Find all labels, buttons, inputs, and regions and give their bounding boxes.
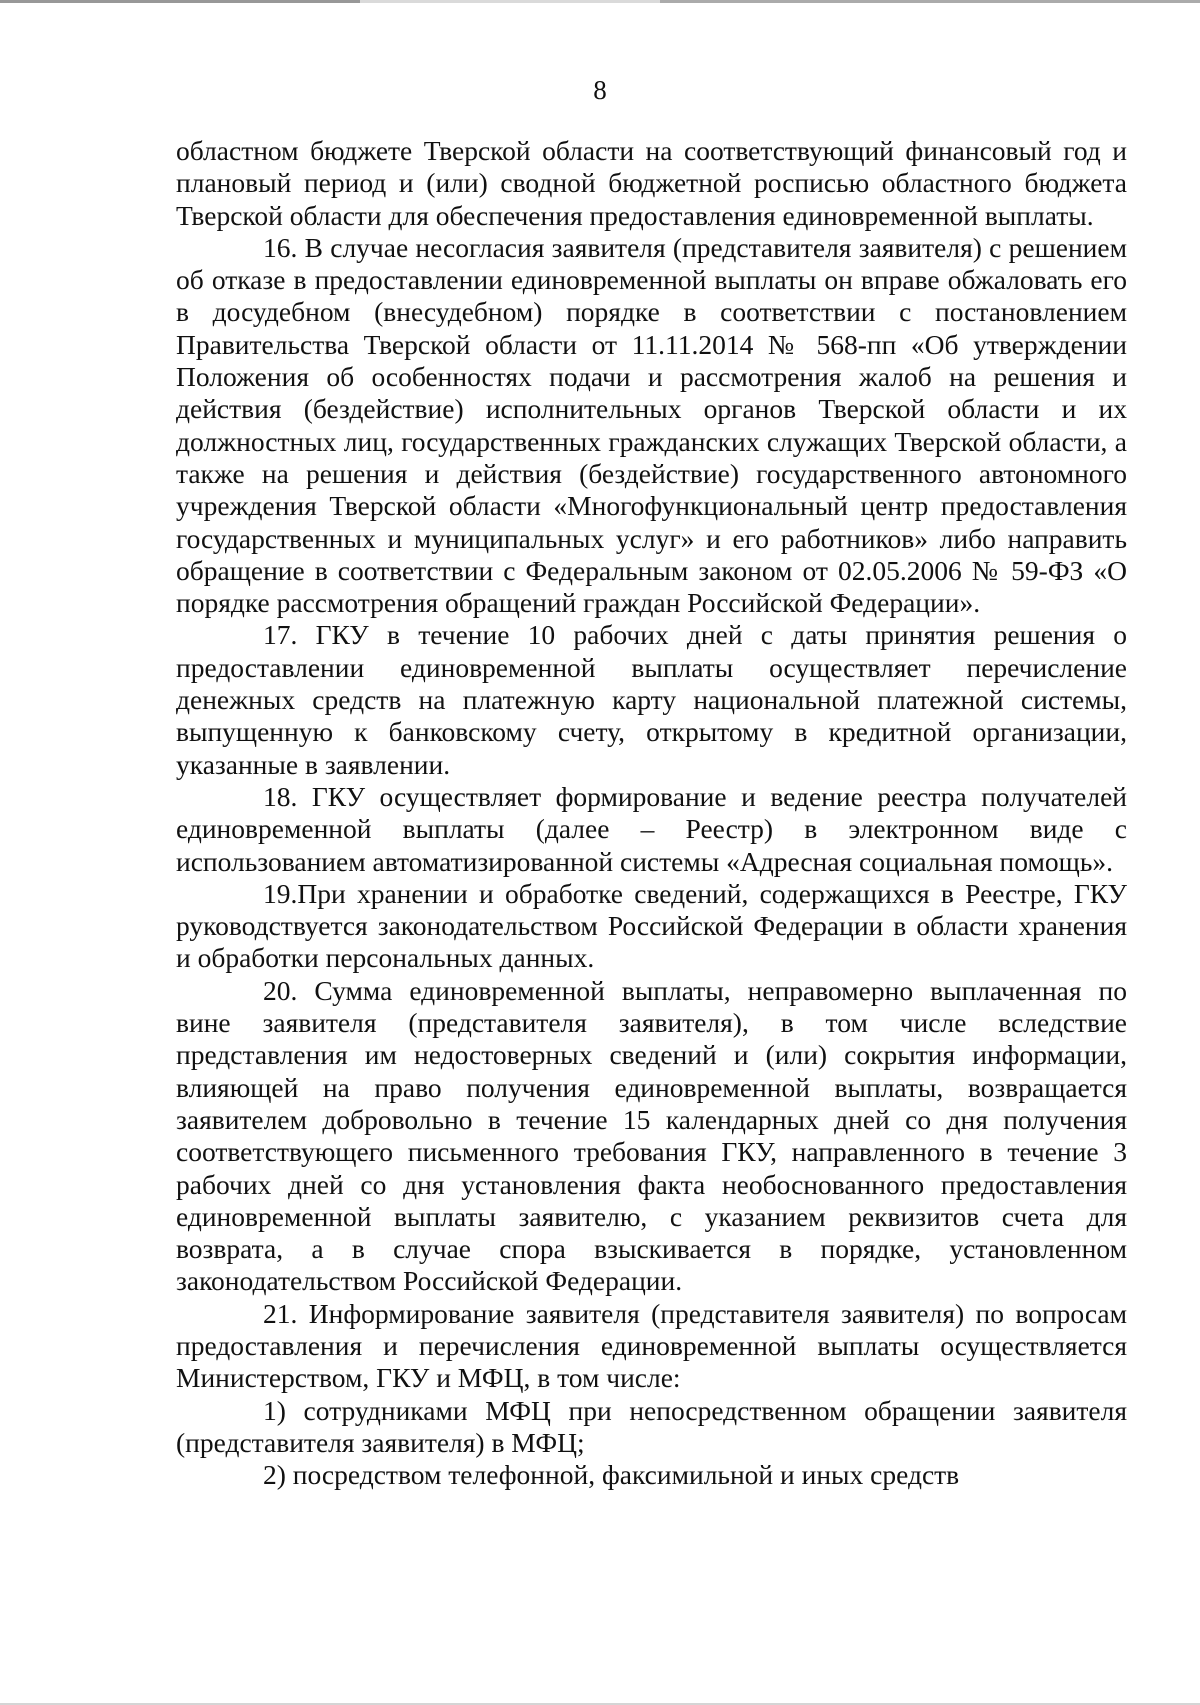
- paragraph-21-item-2: 2) посредством телефонной, факсимильной и иных средств: [263, 1459, 960, 1491]
- scan-edge-top: [0, 0, 1200, 3]
- paragraph-20: 20. Сумма единовременной выплаты, неправомерно выплаченная по вине заявителя (представителя заявителя), в том числе вследствие представления им недостоверных сведений и (или) сокрытия информации, влияющей на право получения единовременной выплаты, возвращается заявителем добровольно в течение 15 календарных дней со дня получения соответствующего письменного требования ГКУ, направленного в течение 3 рабочих дней со дня установления факта необоснованного предоставления единовременной выплаты заявителю, с указанием реквизитов счета для возврата, а в случае спора взыскивается в порядке, установленном законодательством Российской Федерации.: [176, 974, 1127, 1297]
- document-body: [176, 135, 1127, 1491]
- paragraph-21: 21. Информирование заявителя (представителя заявителя) по вопросам предоставления и перечисления единовременной выплаты осуществляется Министерством, ГКУ и МФЦ, в том числе:: [176, 1297, 1127, 1394]
- paragraph-19: 19.При хранении и обработке сведений, содержащихся в Реестре, ГКУ руководствуется законодательством Российской Федерации в области хранения и обработки персональных данных.: [176, 877, 1127, 974]
- paragraph-17: 17. ГКУ в течение 10 рабочих дней с даты принятия решения о предоставлении единовременной выплаты осуществляет перечисление денежных средств на платежную карту национальной платежной системы, выпущенную к банковскому счету, открытому в кредитной организации, указанные в заявлении.: [176, 619, 1127, 780]
- paragraph-21-item-1: 1) сотрудниками МФЦ при непосредственном обращении заявителя (представителя заявителя) в МФЦ;: [176, 1394, 1127, 1458]
- paragraph-18: 18. ГКУ осуществляет формирование и ведение реестра получателей единовременной выплаты (далее – Реестр) в электронном виде с использованием автоматизированной системы «Адресная социальная помощь».: [176, 780, 1127, 877]
- page-number: 8: [593, 75, 607, 105]
- paragraph-16: 16. В случае несогласия заявителя (представителя заявителя) с решением об отказе в предоставлении единовременной выплаты он вправе обжаловать его в досудебном (внесудебном) порядке в соответствии с постановлением Правительства Тверской области от 11.11.2014 № 568-пп «Об утверждении Положения об особенностях подачи и рассмотрения жалоб на решения и действия (бездействие) исполнительных органов Тверской области и их должностных лиц, государственных гражданских служащих Тверской области, а также на решения и действия (бездействие) государственного автономного учреждения Тверской области «Многофункциональный центр предоставления государственных и муниципальных услуг» и его работников» либо направить обращение в соответствии с Федеральным законом от 02.05.2006 № 59-ФЗ «О порядке рассмотрения обращений граждан Российской Федерации».: [176, 231, 1127, 619]
- paragraph-continuation: областном бюджете Тверской области на соответствующий финансовый год и плановый период и (или) сводной бюджетной росписью областного бюджета Тверской области для обеспечения предоставления единовременной выплаты.: [176, 135, 1127, 231]
